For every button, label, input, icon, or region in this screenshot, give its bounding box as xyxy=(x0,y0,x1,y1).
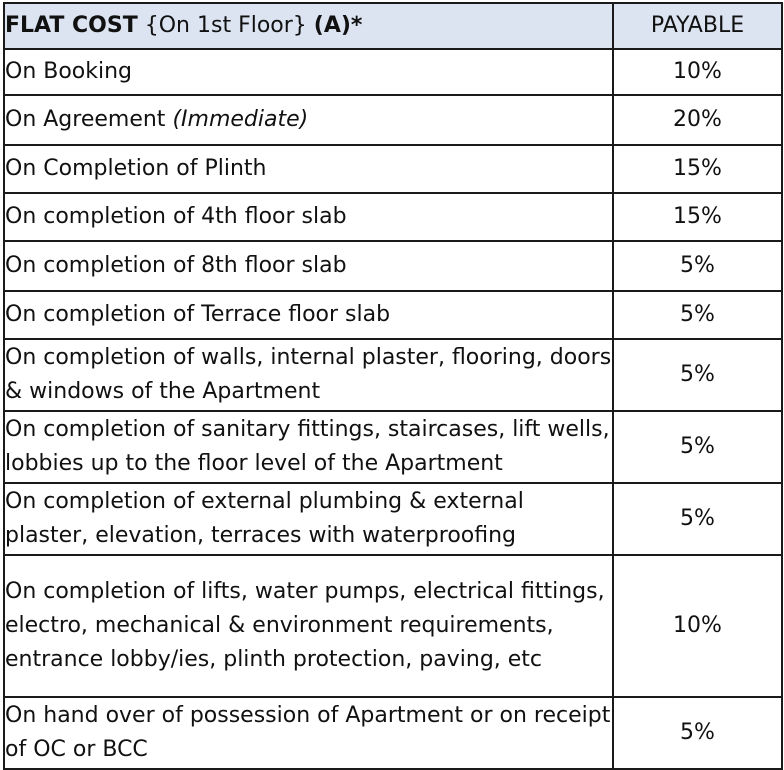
table-row xyxy=(4,291,782,339)
stage-cell xyxy=(4,555,613,697)
payable-header: PAYABLE xyxy=(613,3,782,49)
stage-text: On completion of sanitary fittings, staircases, lift wells, lobbies up to the floor level of the Apartment xyxy=(5,417,610,476)
stage-cell xyxy=(4,193,613,241)
stage-text: On completion of external plumbing & external plaster, elevation, terraces with waterproofing xyxy=(5,489,524,548)
stage-text: On completion of walls, internal plaster, flooring, doors & windows of the Apartment xyxy=(5,345,612,404)
table-row xyxy=(4,49,782,95)
stage-text: On Completion of Plinth xyxy=(5,156,267,181)
flat-cost-label: FLAT COST xyxy=(5,13,138,38)
stage-text: On hand over of possession of Apartment or on receipt of OC or BCC xyxy=(5,703,611,762)
table-row xyxy=(4,483,782,555)
payable-cell: 20% xyxy=(613,95,782,145)
table-row xyxy=(4,411,782,483)
stage-text: On Booking xyxy=(5,59,133,84)
payable-cell: 10% xyxy=(613,555,782,697)
stage-cell xyxy=(4,95,613,145)
payable-cell: 5% xyxy=(613,339,782,411)
table-row xyxy=(4,555,782,697)
stage-cell xyxy=(4,241,613,291)
stage-text: On completion of 4th floor slab xyxy=(5,204,347,229)
table-row xyxy=(4,241,782,291)
payable-cell: 10% xyxy=(613,49,782,95)
payable-cell: 15% xyxy=(613,193,782,241)
payable-cell: 5% xyxy=(613,411,782,483)
payable-cell: 5% xyxy=(613,483,782,555)
payable-cell: 5% xyxy=(613,291,782,339)
stage-cell xyxy=(4,49,613,95)
stage-text: On Agreement xyxy=(5,107,166,132)
payable-cell: 5% xyxy=(613,697,782,769)
payable-cell: 5% xyxy=(613,241,782,291)
stage-note: (Immediate) xyxy=(172,107,309,132)
table-row xyxy=(4,339,782,411)
section-marker: (A)* xyxy=(313,13,363,38)
floor-note: {On 1st Floor} xyxy=(144,13,307,38)
stage-cell xyxy=(4,411,613,483)
stage-text: On completion of lifts, water pumps, electrical fittings, electro, mechanical & environment requirements, entrance lobby/ies, plinth protection, paving, etc xyxy=(5,579,605,672)
header-row xyxy=(4,3,782,49)
stage-cell xyxy=(4,483,613,555)
stage-cell xyxy=(4,145,613,193)
payment-schedule-table xyxy=(3,2,783,770)
payable-cell: 15% xyxy=(613,145,782,193)
table-row xyxy=(4,145,782,193)
stage-cell xyxy=(4,697,613,769)
table-row xyxy=(4,697,782,769)
table-row xyxy=(4,95,782,145)
stage-cell xyxy=(4,339,613,411)
flat-cost-header xyxy=(4,3,613,49)
stage-text: On completion of 8th floor slab xyxy=(5,253,347,278)
table-row xyxy=(4,193,782,241)
stage-text: On completion of Terrace floor slab xyxy=(5,302,391,327)
stage-cell xyxy=(4,291,613,339)
